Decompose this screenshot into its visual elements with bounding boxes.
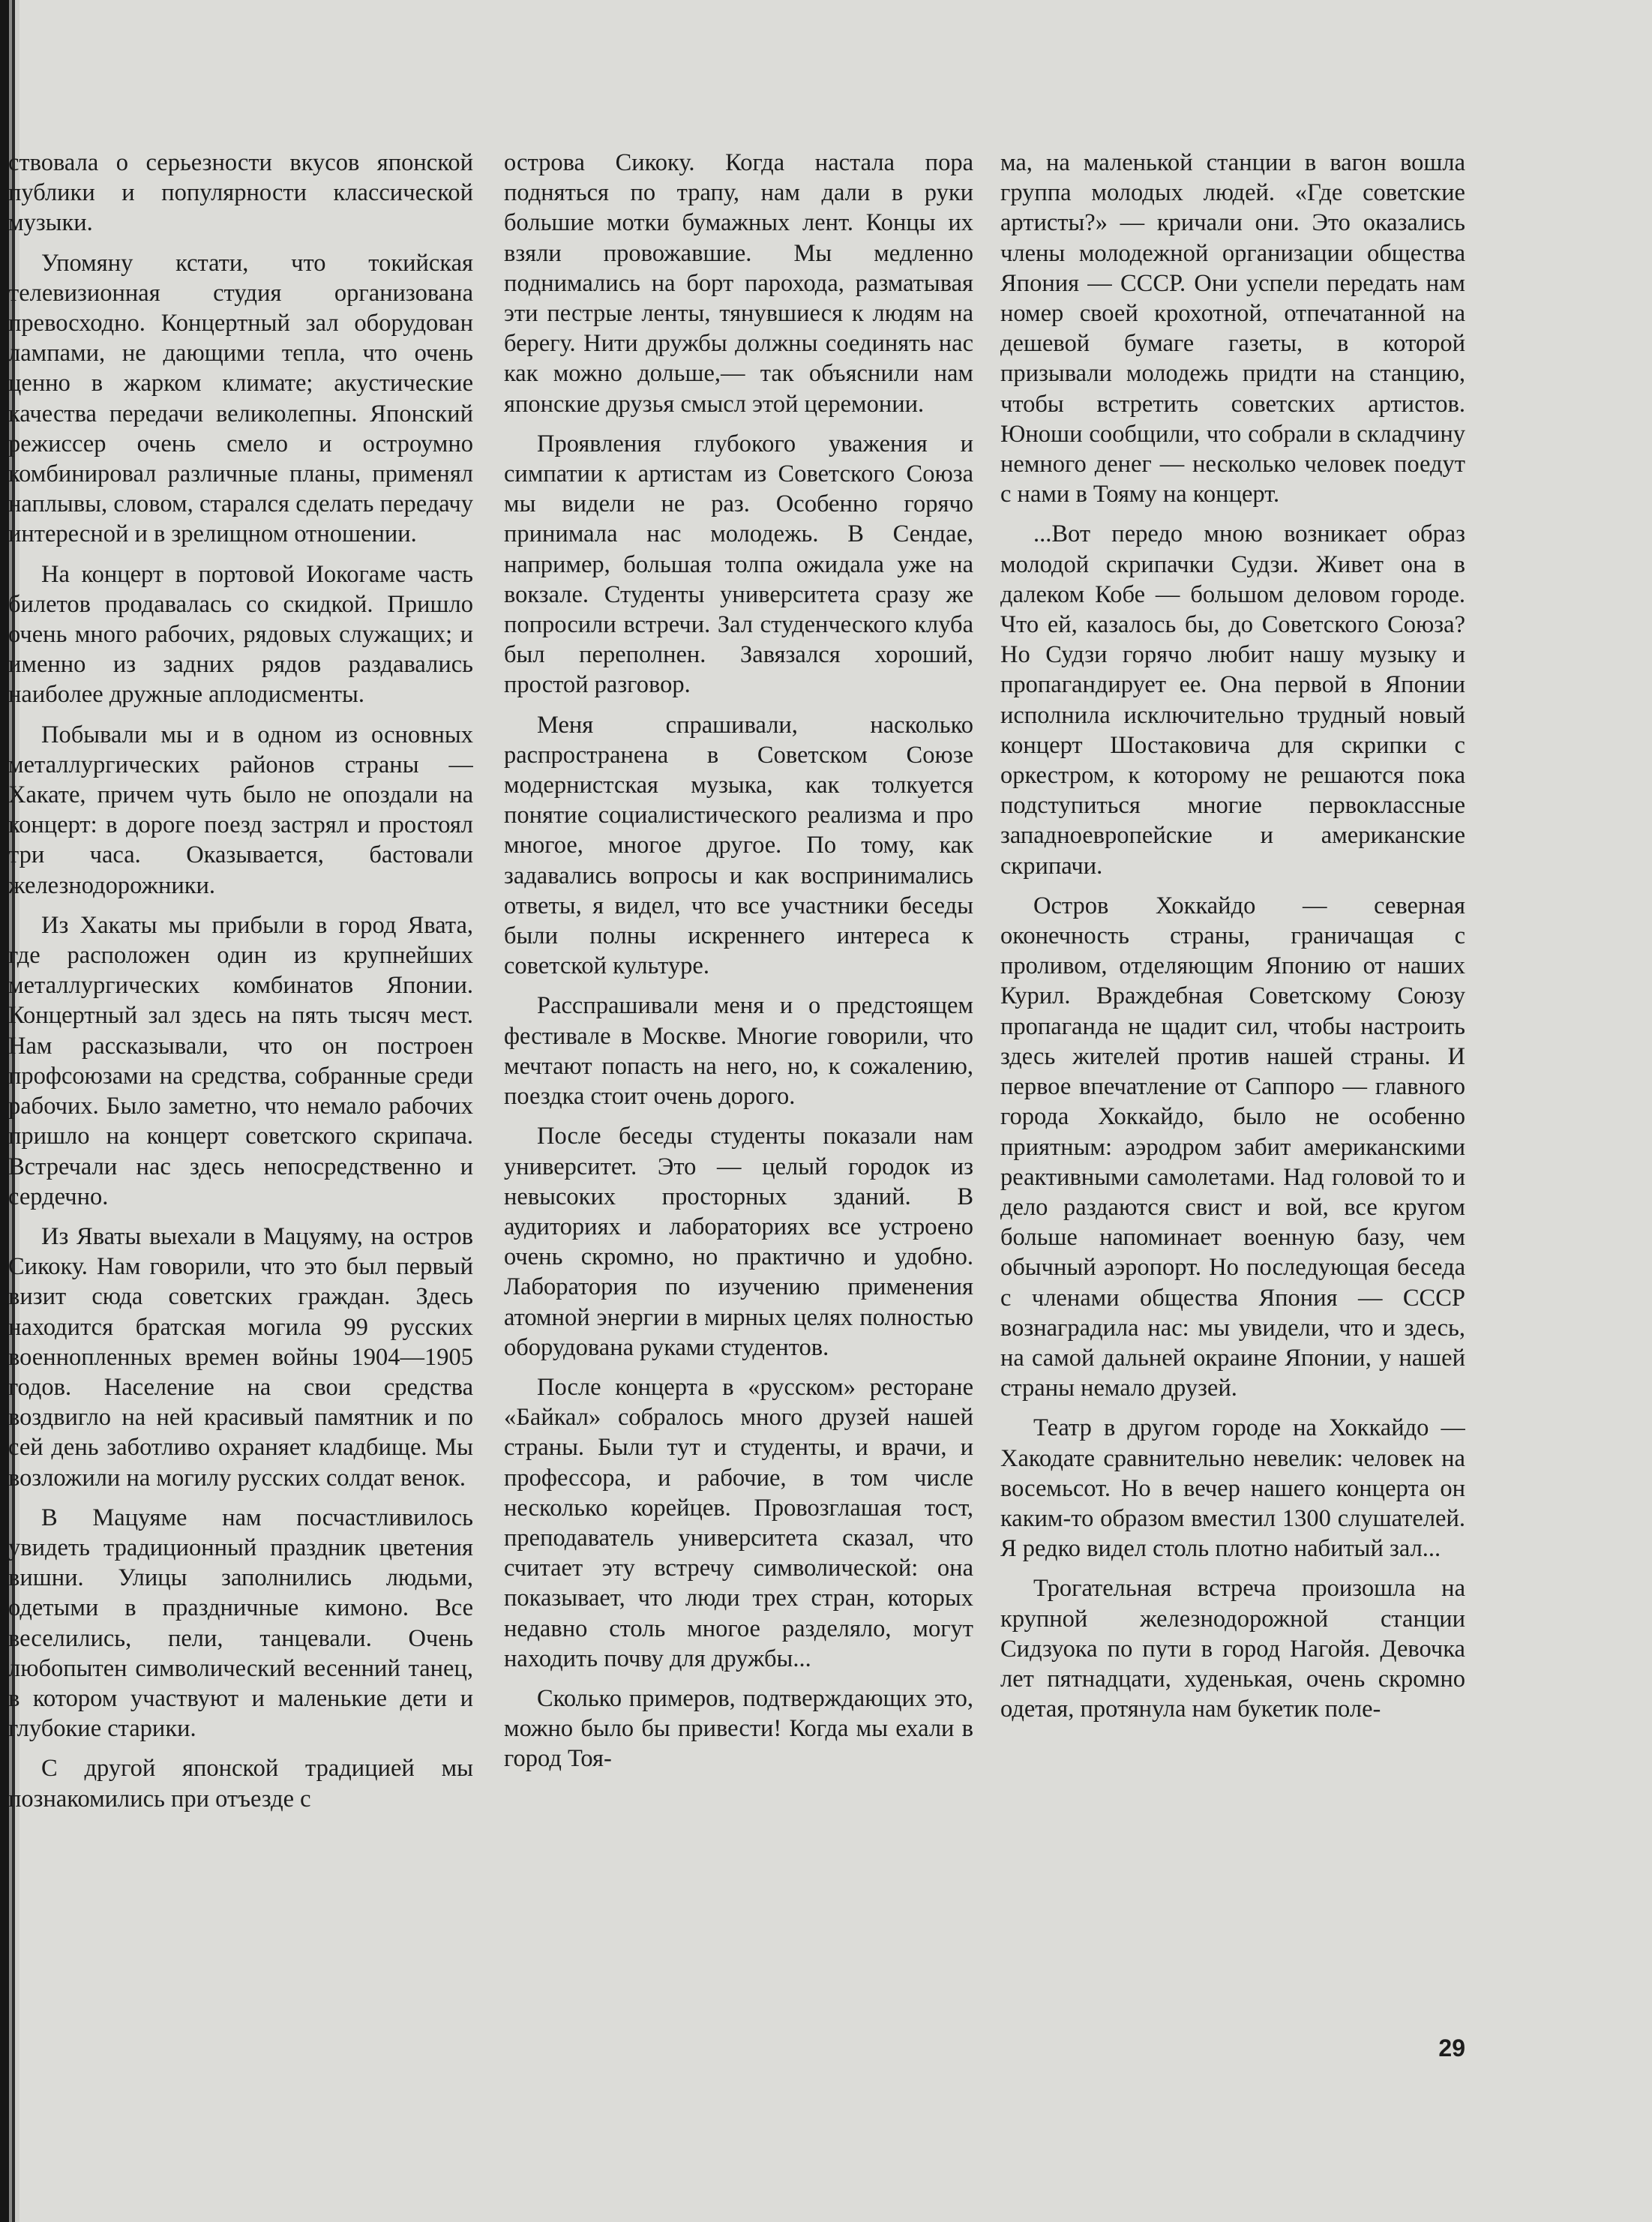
article-paragraph: Побывали мы и в одном из основных металлургических районов страны — Хакате, причем чуть было не опоздали на концерт: в дороге поезд застрял и простоял три часа. Оказывается, бастовали железнодорожники. — [8, 721, 473, 899]
text-column-left — [8, 148, 473, 2053]
article-paragraph: В Мацуяме нам посчастливилось увидеть традиционный праздник цветения вишни. Улицы заполнились людьми, одетыми в праздничные кимоно. Все веселились, пели, танцевали. Очень любопытен символический весенний танец, в котором участвуют и маленькие дети и глубокие старики. — [8, 1504, 473, 1743]
article-paragraph: Остров Хоккайдо — северная оконечность страны, граничащая с проливом, отделяющим Японию от наших Курил. Враждебная Советскому Союзу пропаганда не щадит сил, чтобы настроить здесь жителей против нашей страны. И первое впечатление от Саппоро — главного города Хоккайдо, было не особенно приятным: аэродром забит американскими реактивными самолетами. Над головой то и дело раздаются свист и вой, все кругом больше напоминает военную базу, чем обычный аэропорт. Но последующая беседа с членами общества Япония — СССР вознаградила нас: мы увидели, что и здесь, на самой дальней окраине Японии, у нашей страны немало друзей. — [1000, 892, 1465, 1402]
article-paragraph: Меня спрашивали, насколько распространена в Советском Союзе модернистская музыка, как толкуется понятие социалистического реализма и про многое, многое другое. По тому, как задавались вопросы и как воспринимались ответы, я видел, что все участники беседы были полны искреннего интереса к советской культуре. — [504, 711, 973, 980]
article-paragraph: Из Хакаты мы прибыли в город Явата, где расположен один из крупнейших металлургических комбинатов Японии. Концертный зал здесь на пять тысяч мест. Нам рассказывали, что он построен профсоюзами на средства, собранные среди рабочих. Было заметно, что немало рабочих пришло на концерт советского скрипача. Встречали нас здесь непосредственно и сердечно. — [8, 911, 473, 1210]
article-paragraph: Сколько примеров, подтверждающих это, можно было бы привести! Когда мы ехали в город Тоя- — [504, 1684, 973, 1773]
article-paragraph: ствовала о серьезности вкусов японской публики и популярности классической музыки. — [8, 149, 473, 237]
text-column-right — [1000, 148, 1465, 2053]
article-paragraph: На концерт в портовой Иокогаме часть билетов продавалась со скидкой. Пришло очень много рабочих, рядовых служащих; и именно из задних рядов раздавались наиболее дружные аплодисменты. — [8, 560, 473, 709]
article-paragraph: После концерта в «русском» ресторане «Байкал» собралось много друзей нашей страны. Были тут и студенты, и врачи, и профессора, и рабочие, в том числе несколько корейцев. Провозглашая тост, преподаватель университета сказал, что считает эту встречу символической: она показывает, что люди трех стран, которых недавно столь многое разделяло, могут находить почву для дружбы... — [504, 1373, 973, 1672]
article-paragraph: После беседы студенты показали нам университет. Это — целый городок из невысоких просторных зданий. В аудиториях и лабораториях все устроено очень скромно, но практично и удобно. Лаборатория по изучению применения атомной энергии в мирных целях полностью оборудована руками студентов. — [504, 1123, 973, 1361]
article-paragraph: ...Вот передо мною возникает образ молодой скрипачки Судзи. Живет она в далеком Кобе — большом деловом городе. Что ей, казалось бы, до Советского Союза? Но Судзи горячо любит нашу музыку и пропагандирует ее. Она первой в Японии исполнила исключительно трудный новый концерт Шостаковича для скрипки с оркестром, к которому не решаются пока подступиться многие первоклассные западноевропейские и американские скрипачи. — [1000, 520, 1465, 880]
article-paragraph: ма, на маленькой станции в вагон вошла группа молодых людей. «Где советские артисты?» — кричали они. Это оказались члены молодежной организации общества Япония — СССР. Они успели передать нам номер своей крохотной, отпечатанной на дешевой бумаге газеты, в которой призывали молодежь придти на станцию, чтобы встретить советских артистов. Юноши сообщили, что собрали в складчину немного денег — несколько человек поедут с нами в Тояму на концерт. — [1000, 149, 1465, 508]
article-paragraph: острова Сикоку. Когда настала пора подняться по трапу, нам дали в руки большие мотки бумажных лент. Концы их взяли провожавшие. Мы медленно поднимались на борт парохода, разматывая эти пестрые ленты, тянувшиеся к людям на берегу. Нити дружбы должны соединять нас как можно дольше,— так объяснили нам японские друзья смысл этой церемонии. — [504, 149, 973, 418]
article-paragraph: Театр в другом городе на Хоккайдо — Хакодате сравнительно невелик: человек на восемьсот. Но в вечер нашего концерта он каким-то образом вместил 1300 слушателей. Я редко видел столь плотно набитый зал... — [1000, 1414, 1465, 1563]
article-paragraph: Из Яваты выехали в Мацуяму, на остров Сикоку. Нам говорили, что это был первый визит сюда советских граждан. Здесь находится братская могила 99 русских военнопленных времен войны 1904—1905 годов. Население на свои средства воздвигло на ней красивый памятник и по сей день заботливо охраняет кладбище. Мы возложили на могилу русских солдат венок. — [8, 1222, 473, 1492]
page-number: 29 — [1438, 2035, 1465, 2062]
article-paragraph: Расспрашивали меня и о предстоящем фестивале в Москве. Многие говорили, что мечтают попасть на него, но, к сожалению, поездка стоит очень дорого. — [504, 992, 973, 1111]
article-paragraph: Упомяну кстати, что токийская телевизионная студия организована превосходно. Концертный зал оборудован лампами, не дающими тепла, что очень ценно в жарком климате; акустические качества передачи великолепны. Японский режиссер очень смело и остроумно комбинировал различные планы, применял наплывы, словом, старался сделать передачу интересной и в зрелищном отношении. — [8, 249, 473, 548]
article-paragraph: Трогательная встреча произошла на крупной железнодорожной станции Сидзуока по пути в город Нагойя. Девочка лет пятнадцати, худенькая, очень скромно одетая, протянула нам букетик поле- — [1000, 1575, 1465, 1723]
article-paragraph: Проявления глубокого уважения и симпатии к артистам из Советского Союза мы видели не раз. Особенно горячо принимала нас молодежь. В Сендае, например, большая толпа ожидала уже на вокзале. Студенты университета сразу же попросили встречи. Зал студенческого клуба был переполнен. Завязался хороший, простой разговор. — [504, 430, 973, 699]
article-paragraph: С другой японской традицией мы познакомились при отъезде с — [8, 1755, 473, 1813]
text-column-middle — [504, 148, 973, 2053]
